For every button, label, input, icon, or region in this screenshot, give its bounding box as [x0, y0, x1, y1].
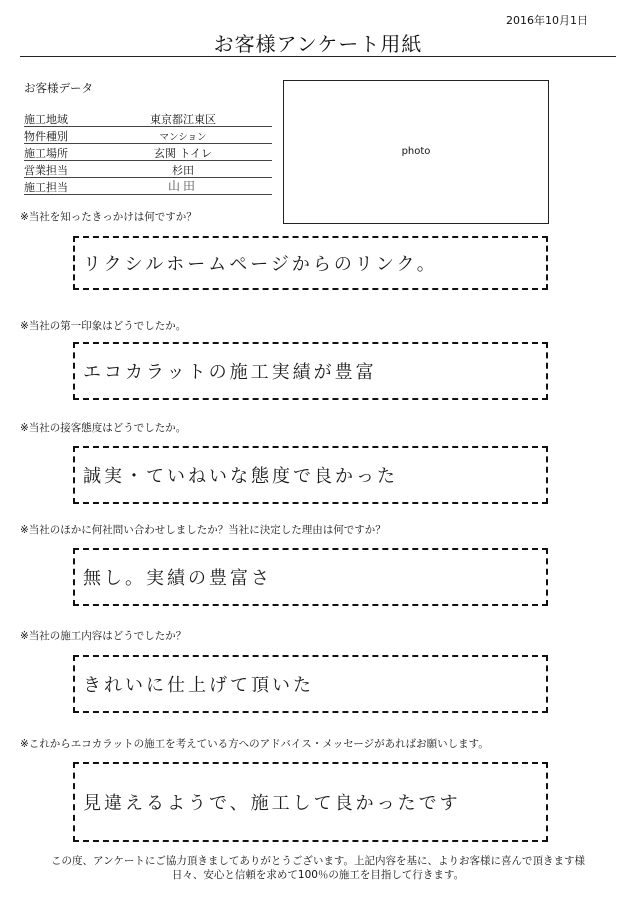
info-value: 玄関 トイレ — [154, 147, 212, 160]
info-label: 施工担当 — [24, 181, 68, 194]
info-label: 施工場所 — [24, 147, 68, 160]
info-label: 施工地域 — [24, 113, 68, 126]
photo-label: photo — [401, 146, 431, 157]
question-4: ※当社のほかに何社問い合わせしましたか？当社に決定した理由は何ですか？ — [20, 524, 386, 536]
info-label: 営業担当 — [24, 164, 68, 177]
title-underline — [20, 56, 616, 57]
form-date: 2016年10月1日 — [506, 14, 588, 27]
info-label: 物件種別 — [24, 130, 68, 143]
answer-5: きれいに仕上げて頂いた — [83, 675, 314, 696]
info-row-area — [24, 109, 272, 127]
question-5: ※当社の施工内容はどうでしたか？ — [20, 630, 187, 642]
form-title: お客様アンケート用紙 — [213, 32, 423, 56]
answer-box-6 — [73, 762, 548, 842]
answer-6: 見違えるようで、施工して良かったです — [83, 793, 461, 814]
answer-2: エコカラットの施工実績が豊富 — [83, 362, 377, 383]
info-value-handwritten: 山田 — [167, 179, 198, 193]
info-row-property-type — [24, 126, 272, 144]
answer-box-1 — [73, 236, 548, 290]
answer-4: 無し。実績の豊富さ — [83, 568, 272, 589]
info-value: 東京都江東区 — [150, 113, 216, 126]
info-row-sales-rep — [24, 160, 272, 178]
question-1: ※当社を知ったきっかけは何ですか？ — [20, 211, 197, 223]
answer-1: リクシルホームページからのリンク。 — [83, 254, 438, 275]
answer-box-4 — [73, 548, 548, 606]
footer-line-1: この度、アンケートにご協力頂きましてありがとうございます。上記内容を基に、よりお客様に喜んで頂きます様 — [50, 855, 586, 867]
info-row-location — [24, 143, 272, 161]
info-value: 杉田 — [172, 164, 194, 177]
answer-box-5 — [73, 655, 548, 713]
customer-data-heading: お客様データ — [24, 81, 93, 95]
answer-3: 誠実・ていねいな態度で良かった — [83, 466, 398, 487]
answer-box-3 — [73, 446, 548, 504]
question-2: ※当社の第一印象はどうでしたか。 — [20, 320, 187, 332]
footer-line-2: 日々、安心と信頼を求めて100％の施工を目指して行きます。 — [171, 869, 465, 881]
question-6: ※これからエコカラットの施工を考えている方へのアドバイス・メッセージがあればお願いします。 — [20, 738, 489, 750]
footer-message — [0, 854, 636, 882]
question-3: ※当社の接客態度はどうでしたか。 — [20, 422, 187, 434]
photo-box — [283, 80, 549, 224]
answer-box-2 — [73, 342, 548, 400]
info-row-installer — [24, 177, 272, 195]
info-value: マンション — [159, 132, 207, 143]
